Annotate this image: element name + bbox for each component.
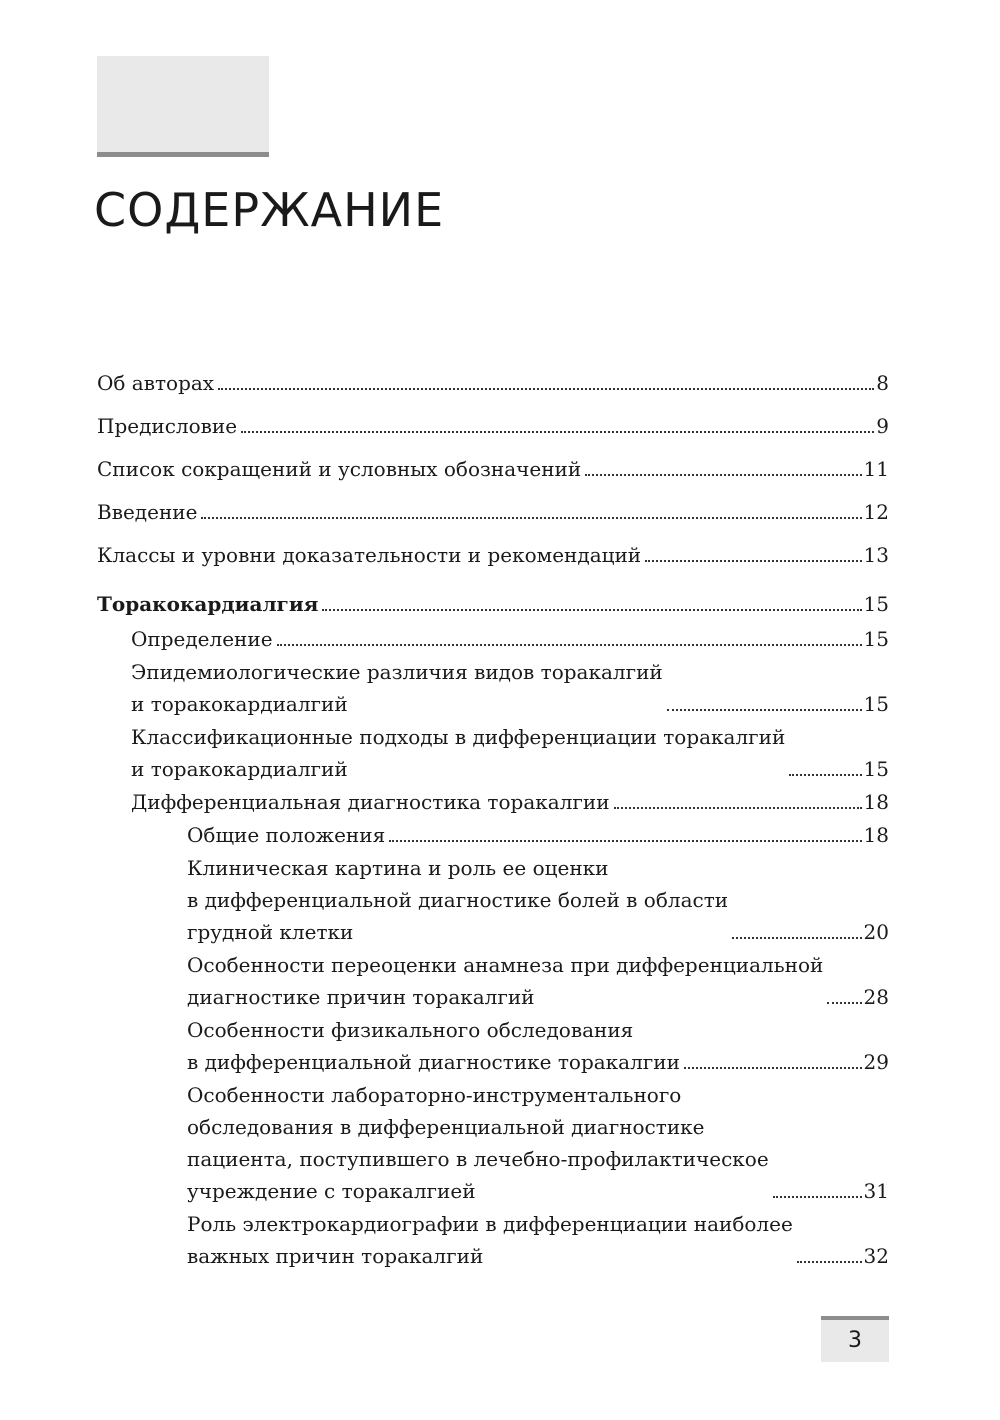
toc-entry-anamnesis[interactable] [97, 949, 889, 1013]
toc-page-number: 18 [863, 790, 889, 814]
toc-entry-title: Предисловие [97, 414, 238, 438]
dot-leader [277, 644, 862, 646]
toc-entry-title: Особенности физикального обследования в дифференциальной диагностике торакалгии [187, 1018, 680, 1074]
toc-entry-introduction[interactable] [97, 496, 889, 528]
toc-page-number: 15 [863, 592, 889, 616]
toc-page-number: 32 [863, 1244, 889, 1268]
toc-entry-title: Роль электрокардиографии в дифференциации наиболее важных причин торакалгий [187, 1212, 793, 1268]
toc-entry-title: Об авторах [97, 371, 215, 395]
toc-page-number: 28 [863, 985, 889, 1009]
toc-entry-clinical-picture[interactable] [97, 852, 889, 948]
toc-entry-title: Особенности лабораторно-инструментального обследования в дифференциальной диагностике пациента, поступившего в лечебно-профилактическое учреждение с торакалгией [187, 1083, 769, 1203]
page-number: 3 [821, 1320, 889, 1362]
toc-page-number: 18 [863, 823, 889, 847]
toc-page-number: 20 [863, 920, 889, 944]
toc-entry-classification[interactable] [97, 721, 889, 785]
toc-entry-title: Эпидемиологические различия видов торакалгий и торакокардиалгий [131, 660, 663, 716]
dot-leader [645, 560, 861, 562]
toc-entry-epidemiology[interactable] [97, 656, 889, 720]
toc-entry-title: Определение [131, 627, 273, 651]
toc-page-number: 15 [863, 627, 889, 651]
toc-entry-title: Клиническая картина и роль ее оценки в дифференциальной диагностике болей в области грудной клетки [187, 856, 729, 944]
dot-leader [614, 807, 862, 809]
toc-page-number: 15 [863, 757, 889, 781]
toc-page-number: 9 [876, 414, 889, 438]
toc-entry-title: Общие положения [187, 823, 386, 847]
toc-entry-differential-diagnosis[interactable] [97, 786, 889, 818]
dot-leader [684, 1067, 862, 1069]
dot-leader [827, 1002, 861, 1004]
toc-entry-title: Классы и уровни доказательности и рекомендаций [97, 543, 642, 567]
table-of-contents [97, 367, 889, 1273]
toc-page-number: 11 [863, 457, 889, 481]
toc-entry-lab-instrumental[interactable] [97, 1079, 889, 1207]
dot-leader [201, 517, 861, 519]
dot-leader [667, 709, 862, 711]
toc-entry-ecg[interactable] [97, 1208, 889, 1272]
toc-page-number: 29 [863, 1050, 889, 1074]
toc-entry-abbreviations[interactable] [97, 453, 889, 485]
toc-entry-evidence-classes[interactable] [97, 539, 889, 571]
toc-entry-title: Классификационные подходы в дифференциации торакалгий и торакокардиалгий [131, 725, 786, 781]
dot-leader [732, 937, 861, 939]
decorative-header-block [97, 56, 269, 152]
toc-chapter-thoracocardialgia[interactable] [97, 588, 889, 620]
toc-entry-general[interactable] [97, 819, 889, 851]
toc-entry-title: Торакокардиалгия [97, 592, 319, 616]
toc-entry-preface[interactable] [97, 410, 889, 442]
dot-leader [797, 1261, 862, 1263]
dot-leader [218, 388, 874, 390]
dot-leader [241, 431, 874, 433]
toc-entry-physical-exam[interactable] [97, 1014, 889, 1078]
page-title: СОДЕРЖАНИЕ [94, 183, 445, 237]
toc-entry-title: Особенности переоценки анамнеза при дифференциальной диагностике причин торакалгий [187, 953, 824, 1009]
toc-page-number: 12 [863, 500, 889, 524]
toc-entry-definition[interactable] [97, 623, 889, 655]
header-rule [97, 152, 269, 157]
toc-page-number: 8 [876, 371, 889, 395]
toc-entry-title: Дифференциальная диагностика торакалгии [131, 790, 610, 814]
dot-leader [789, 774, 861, 776]
dot-leader [322, 609, 861, 611]
dot-leader [585, 474, 861, 476]
toc-page-number: 31 [863, 1179, 889, 1203]
toc-page-number: 15 [863, 692, 889, 716]
dot-leader [389, 840, 861, 842]
toc-page-number: 13 [863, 543, 889, 567]
toc-entry-title: Список сокращений и условных обозначений [97, 457, 582, 481]
toc-entry-about-authors[interactable] [97, 367, 889, 399]
dot-leader [773, 1196, 862, 1198]
toc-entry-title: Введение [97, 500, 198, 524]
